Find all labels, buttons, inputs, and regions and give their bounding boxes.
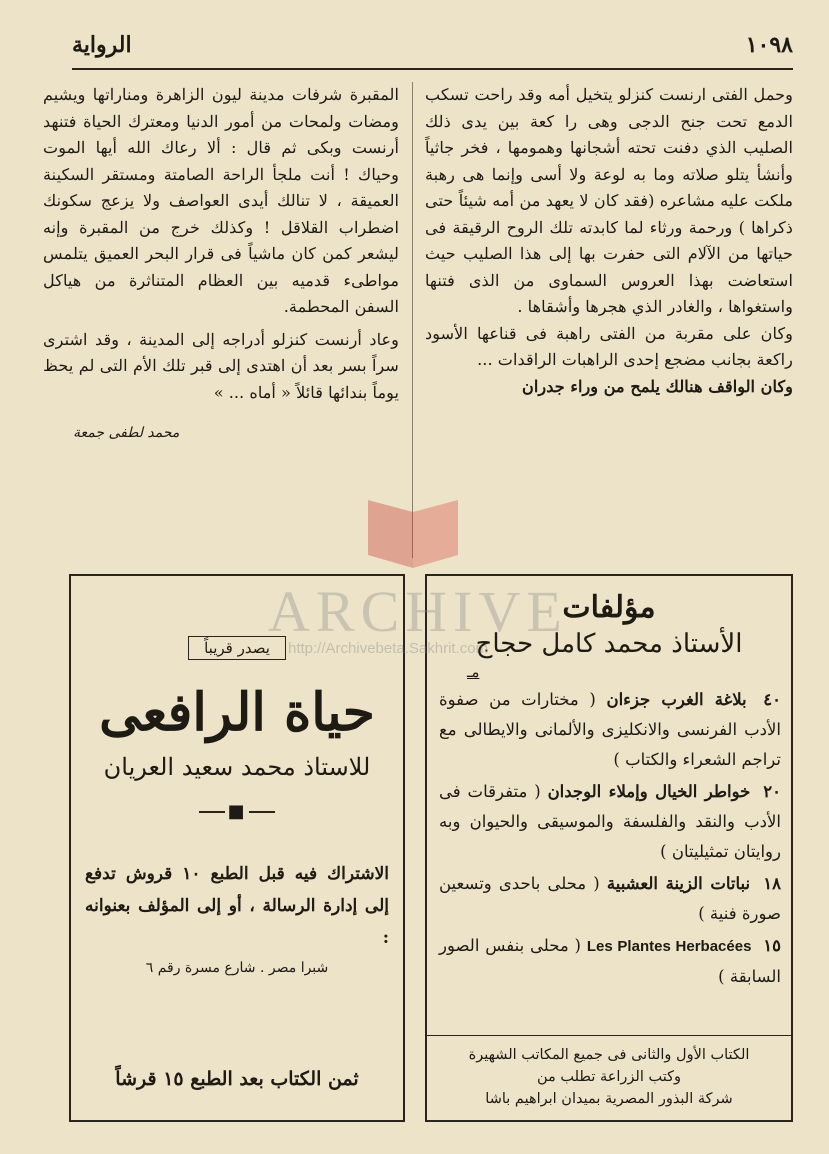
coming-soon-badge: يصدر قريباً — [188, 636, 286, 660]
book-title: بلاغة الغرب جزءان — [606, 690, 747, 709]
article-paragraph: وحمل الفتى ارنست كنزلو يتخيل أمه وقد راحت تسكب الدمع تحت جنح الدجى وهى را كعة بين يدى ذلك الصليب الذي دفنت تحته أشجانها وهمومها ، فخر جاثياً وأنشأ يتلو صلاته وما به لوعة ولا أسى وإنما هى رهبة ملكت عليه مشاعره (فقد كان لا يعهد من أمه شيئاً حتى ذكراها ) ورحمة ورثاء لما كابدته تلك الروح الرقيقة فى حياتها من الآلام التى حفرت بها إلى هذا الصليب حيث استعاضت بهذا العروس السماوى من الذى فتنها واستغواها ، والغادر الذي هجرها وأشقاها . — [425, 85, 793, 316]
page-number: ١٠٩٨ — [745, 32, 793, 58]
book-note: ( متفرقات فى الأدب والنقد والفلسفة والموسيقى والحيوان وبه روايتان تمثيليتان ) — [439, 782, 781, 861]
footer-line: الكتاب الأول والثانى فى جميع المكاتب الشهيرة — [468, 1047, 750, 1063]
book-list — [427, 685, 791, 992]
works-footer — [427, 1035, 791, 1110]
book-logo-icon — [358, 500, 468, 570]
column-divider — [412, 82, 413, 558]
page-header — [72, 28, 793, 70]
book-item — [439, 685, 781, 775]
book-title: Les Plantes Herbacées — [586, 938, 752, 955]
book-author: للاستاذ محمد سعيد العريان — [103, 753, 371, 781]
watermark-url: http://Archivebeta.Sakhrit.com — [288, 640, 489, 657]
article-column-right — [425, 82, 793, 400]
book-price: ١٨ — [763, 874, 781, 893]
book-item — [439, 777, 781, 867]
book-note: ( محلى بنفس الصور السابقة ) — [439, 936, 781, 986]
currency-unit: مـ — [467, 663, 480, 681]
book-title: نباتات الزينة العشبية — [606, 874, 751, 893]
ornament-divider: ■ — [71, 801, 403, 822]
book-item — [439, 869, 781, 929]
watermark-text: ARCHIVE — [268, 579, 568, 644]
book-title: خواطر الخيال وإملاء الوجدان — [547, 782, 751, 801]
article-column-left — [43, 82, 399, 447]
subscription-text: الاشتراك فيه قبل الطبع ١٠ قروش تدفع إلى إدارة الرسالة ، أو إلى المؤلف بعنوانه : — [85, 864, 389, 948]
works-advertisement — [425, 574, 793, 1122]
book-price-line: ثمن الكتاب بعد الطبع ١٥ قرشاً — [115, 1068, 359, 1090]
works-author: الأستاذ محمد كامل حجاج — [475, 629, 743, 659]
article-paragraph: وكان الواقف هنالك يلمح من وراء جدران — [522, 376, 793, 396]
footer-line: وكتب الزراعة تطلب من — [536, 1069, 682, 1085]
author-address: شبرا مصر . شارع مسرة رقم ٦ — [145, 960, 329, 976]
footer-line: شركة البذور المصرية بميدان ابراهيم باشا — [485, 1091, 733, 1107]
running-title: الرواية — [72, 32, 132, 58]
book-item — [439, 931, 781, 992]
article-paragraph: المقبرة شرفات مدينة ليون الزاهرة ومناراتها ويشيم ومضات ولمحات من أمور الدنيا ومعترك الحياة فتنهد أرنست وبكى ثم قال : ألا رعاك الله أيها الموت وحياك ! أنت ملجأ الراحة الصامتة ومستقر السكينة العميقة ، لا تنالك أيدى العواصف ولا يزعج سكونك اضطراب القلاقل ! وكذلك خرج من المقبرة وإنه ليشعر كمن كان ماشياً فى قرار البحر العميق يتلمس مواطىء قدميه بين العظام المتناثرة من هياكل السفن المحطمة. — [43, 85, 399, 316]
author-signature: محمد لطفى جمعة — [73, 425, 180, 441]
book-price: ١٥ — [763, 936, 781, 955]
book-note: ( مختارات من صفوة الأدب الفرنسى والانكليزى والألمانى والايطالى مع تراجم الشعراء والكتاب ) — [439, 690, 781, 769]
works-heading: مؤلفات — [562, 590, 656, 625]
book-price: ٤٠ — [763, 690, 782, 709]
book-note: ( محلى باحدى وتسعين صورة فنية ) — [439, 874, 781, 923]
book-price: ٢٠ — [763, 782, 781, 801]
article-paragraph: وعاد أرنست كنزلو أدراجه إلى المدينة ، وقد اشترى سراً بسر بعد أن اهتدى إلى قبر تلك الأم التى لم يحظ يوماً بندائها قائلاً « أماه ... » — [43, 329, 399, 402]
article-paragraph: وكان على مقربة من الفتى راهبة فى قناعها الأسود راكعة بجانب مضجع إحدى الراهبات الراقدات ... — [425, 323, 793, 369]
book-announcement — [69, 574, 405, 1122]
book-title-large: حياة الرافعى — [99, 682, 375, 743]
